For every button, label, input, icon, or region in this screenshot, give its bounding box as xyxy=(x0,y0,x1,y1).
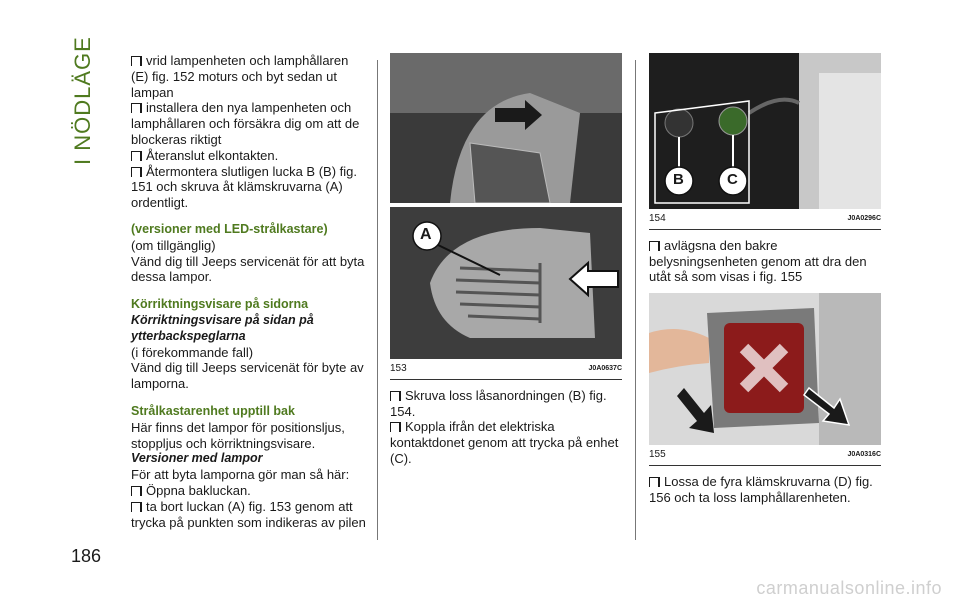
column-divider xyxy=(635,60,636,540)
watermark-logo: carmanualsonline.info xyxy=(756,578,942,598)
list-item: ta bort luckan (A) fig. 153 genom att trycka på punkten som indikeras av pilen xyxy=(131,498,366,530)
label-a: A xyxy=(420,226,432,243)
figure-code: J0A0637C xyxy=(588,365,622,372)
figure-155-caption xyxy=(649,445,881,466)
paragraph: Här finns det lampor för positionsljus, stoppljus och körriktningsvisare. xyxy=(131,419,345,451)
text-column-1 xyxy=(131,53,367,530)
label-b: B xyxy=(673,171,684,188)
subheading-bulb-versions: Versioner med lampor xyxy=(131,451,263,466)
figure-code: J0A0296C xyxy=(847,215,881,222)
column-divider xyxy=(377,60,378,540)
figure-code: J0A0316C xyxy=(847,451,881,459)
heading-rear-lamp: Strålkastarenhet upptill bak xyxy=(131,403,295,418)
checkbox-bullet-icon xyxy=(390,391,401,401)
list-item: avlägsna den bakre belysningsenheten genom att dra den utåt så som visas i fig. 155 xyxy=(649,237,867,285)
list-item: Återmontera slutligen lucka B (B) fig. 151 och skruva åt klämskruvarna (A) ordentligt. xyxy=(131,163,357,211)
list-item: Lossa de fyra klämskruvarna (D) fig. 156 och ta loss lamphållarenheten. xyxy=(649,473,873,505)
tail-lamp-removal-illustration xyxy=(649,293,881,445)
checkbox-bullet-icon xyxy=(131,103,142,113)
paragraph: För att byta lamporna gör man så här: xyxy=(131,467,350,483)
checkbox-bullet-icon xyxy=(131,56,142,66)
paragraph: (i förekommande fall) xyxy=(131,344,254,360)
figure-number: 155 xyxy=(649,449,666,461)
list-item: Öppna bakluckan. xyxy=(131,483,367,499)
section-title: I NÖDLÄGE xyxy=(70,36,95,165)
list-item: Koppla ifrån det elektriska kontaktdonet genom att trycka på enhet (C). xyxy=(390,419,619,466)
paragraph: Vänd dig till Jeeps servicenät för byte av lamporna. xyxy=(131,360,364,392)
paragraph: Vänd dig till Jeeps servicenät för att byta dessa lampor. xyxy=(131,253,365,285)
checkbox-bullet-icon xyxy=(131,167,142,177)
checkbox-bullet-icon xyxy=(390,422,401,432)
list-item: Återanslut elkontakten. xyxy=(131,148,367,164)
text-column-3 xyxy=(649,53,881,506)
checkbox-bullet-icon xyxy=(131,502,142,512)
checkbox-bullet-icon xyxy=(131,151,142,161)
figure-number: 153 xyxy=(390,363,407,374)
list-item: installera den nya lampenheten och lamphållaren och försäkra dig om att de blockeras riktigt xyxy=(131,100,360,147)
text-column-2 xyxy=(390,53,622,467)
figure-155-image xyxy=(649,293,881,445)
trunk-panel-illustration xyxy=(390,53,622,359)
checkbox-bullet-icon xyxy=(649,241,660,251)
list-item: vrid lampenheten och lamphållaren (E) fig. 152 moturs och byt sedan ut lampan xyxy=(131,53,349,100)
subheading-mirror-indicators: Körriktningsvisare på sidan på ytterbackspeglarna xyxy=(131,312,314,343)
figure-154-caption xyxy=(649,209,881,230)
checkbox-bullet-icon xyxy=(131,486,142,496)
checkbox-bullet-icon xyxy=(649,477,660,487)
heading-side-indicators: Körriktningsvisare på sidorna xyxy=(131,297,309,312)
figure-153-image xyxy=(390,53,622,359)
page-number: 186 xyxy=(71,546,102,566)
figure-number: 154 xyxy=(649,213,666,224)
paragraph: (om tillgänglig) xyxy=(131,237,216,253)
figure-153-caption xyxy=(390,359,622,380)
figure-154-image xyxy=(649,53,881,209)
list-item: Skruva loss låsanordningen (B) fig. 154. xyxy=(390,387,607,419)
heading-led: (versioner med LED-strålkastare) xyxy=(131,221,328,236)
label-c: C xyxy=(727,171,738,188)
